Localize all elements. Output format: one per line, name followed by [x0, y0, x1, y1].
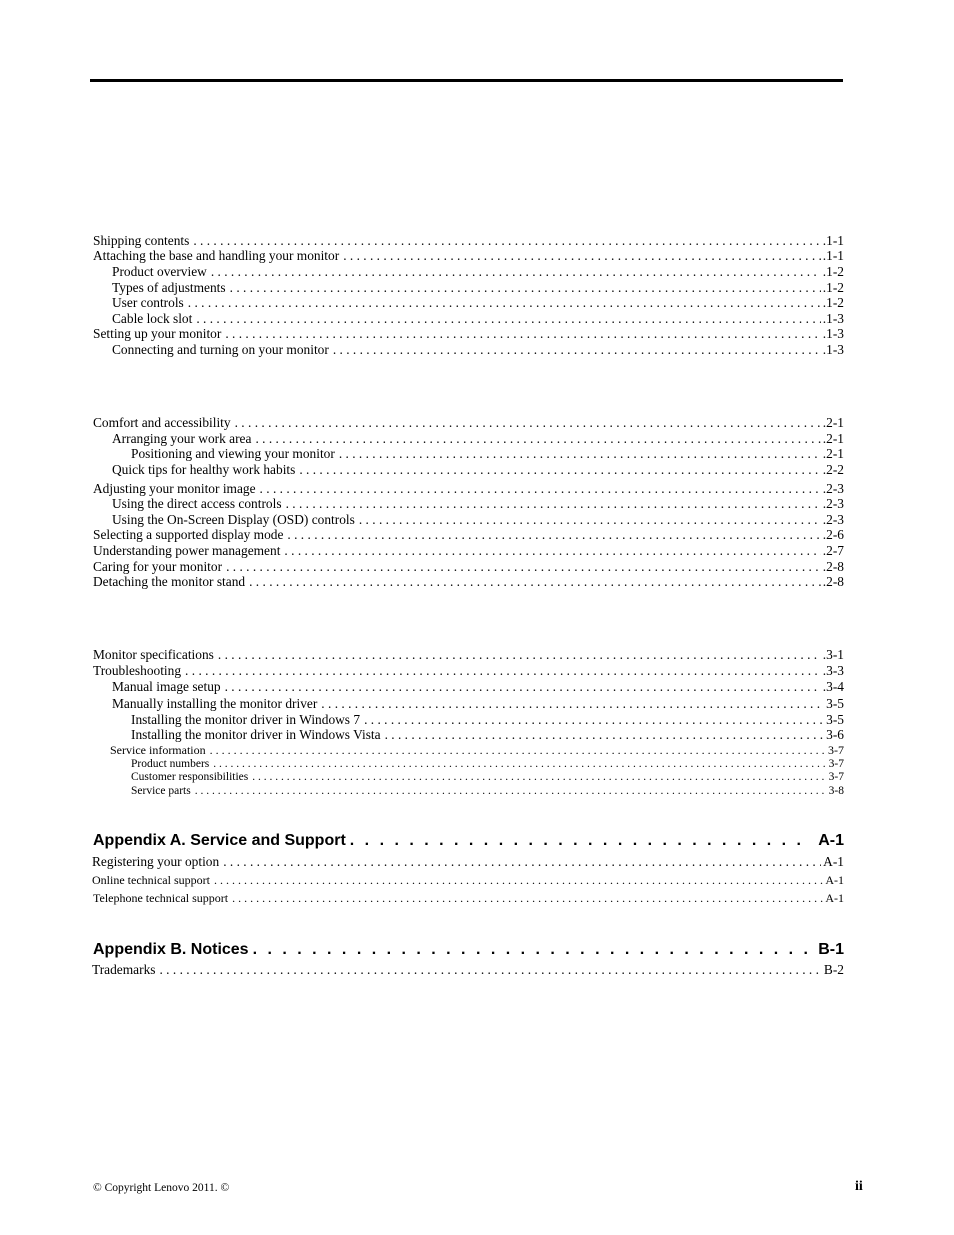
- toc-entry[interactable]: [112, 679, 844, 695]
- toc-entry-label: Using the On-Screen Display (OSD) controls: [112, 512, 355, 527]
- toc-entry-page: .2-3: [822, 496, 844, 511]
- toc-entry-page: .1-1: [822, 233, 844, 248]
- toc-entry[interactable]: [93, 663, 844, 679]
- dot-leader: [225, 679, 821, 695]
- toc-entry-label: Installing the monitor driver in Windows 7: [131, 712, 361, 727]
- dot-leader: [223, 854, 821, 870]
- toc-entry-page: .2-1: [822, 431, 844, 446]
- toc-entry[interactable]: [93, 233, 844, 249]
- dot-leader: [255, 431, 820, 447]
- dot-leader: [299, 462, 820, 478]
- toc-entry-page: .2-7: [822, 543, 844, 558]
- dot-leader: [195, 783, 827, 799]
- dot-leader: [284, 543, 820, 559]
- toc-entry[interactable]: [92, 872, 844, 888]
- toc-entry-label: Shipping contents: [93, 233, 190, 248]
- toc-entry-page: .1-3: [822, 342, 844, 357]
- toc-entry[interactable]: [131, 727, 844, 743]
- toc-entry-label: Monitor specifications: [93, 647, 214, 662]
- toc-entry-page: .2-8: [822, 574, 844, 589]
- dot-leader: [188, 295, 821, 311]
- toc-entry-page: .2-2: [822, 462, 844, 477]
- toc-entry-label: Quick tips for healthy work habits: [112, 462, 296, 477]
- toc-entry-label: Detaching the monitor stand: [93, 574, 246, 589]
- dot-leader: [211, 264, 821, 280]
- dot-leader: [159, 962, 821, 978]
- toc-entry[interactable]: [131, 783, 844, 799]
- toc-entry-label: Types of adjustments: [112, 280, 226, 295]
- toc-entry-label: Arranging your work area: [112, 431, 252, 446]
- toc-entry-label: Positioning and viewing your monitor: [131, 446, 335, 461]
- dot-leader: [253, 940, 809, 960]
- toc-entry[interactable]: [112, 431, 844, 447]
- toc-entry-page: .2-1: [822, 446, 844, 461]
- toc-entry[interactable]: [93, 326, 844, 342]
- toc-entry[interactable]: [112, 512, 844, 528]
- copyright-notice: © Copyright Lenovo 2011. ©: [93, 1182, 230, 1194]
- toc-entry-label: Appendix B. Notices: [93, 941, 249, 958]
- toc-entry[interactable]: [112, 295, 844, 311]
- toc-entry[interactable]: [112, 264, 844, 280]
- toc-entry-label: Online technical support: [92, 873, 210, 887]
- toc-entry[interactable]: [93, 890, 844, 906]
- toc-entry-page: 3-8: [828, 785, 844, 797]
- dot-leader: [235, 415, 821, 431]
- toc-entry[interactable]: [93, 527, 844, 543]
- toc-entry-label: Comfort and accessibility: [93, 415, 231, 430]
- toc-entry-label: Trademarks: [92, 962, 156, 977]
- toc-entry[interactable]: [112, 462, 844, 478]
- dot-leader: [214, 872, 823, 888]
- dot-leader: [249, 574, 821, 590]
- dot-leader: [286, 496, 821, 512]
- toc-entry-page: .3-1: [822, 647, 844, 662]
- dot-leader: [359, 512, 821, 528]
- toc-entry-label: Service parts: [131, 785, 191, 797]
- dot-leader: [193, 233, 820, 249]
- toc-entry-page: .3-4: [822, 679, 844, 694]
- dot-leader: [185, 663, 821, 679]
- toc-entry[interactable]: [112, 496, 844, 512]
- toc-entry-label: Troubleshooting: [93, 663, 182, 678]
- toc-entry-page: .2-8: [822, 559, 844, 574]
- toc-entry-label: Telephone technical support: [93, 891, 229, 905]
- toc-entry[interactable]: [93, 415, 844, 431]
- toc-entry-page: .1-3: [822, 311, 844, 326]
- toc-entry-page: .2-6: [822, 527, 844, 542]
- toc-entry-label: Installing the monitor driver in Windows Vista: [131, 727, 381, 742]
- toc-entry-label: Registering your option: [92, 854, 220, 869]
- toc-appendix-entry[interactable]: [93, 940, 844, 960]
- toc-entry-label: Customer responsibilities: [131, 771, 249, 783]
- toc-entry-page: 3-7: [828, 758, 844, 770]
- toc-entry-page: 3-5: [826, 712, 844, 727]
- toc-entry-label: Manual image setup: [112, 679, 221, 694]
- toc-entry-label: Understanding power management: [93, 543, 281, 558]
- toc-entry-page: A-1: [825, 891, 844, 905]
- toc-entry-label: Setting up your monitor: [93, 326, 222, 341]
- dot-leader: [343, 248, 821, 264]
- toc-entry-label: Appendix A. Service and Support: [93, 832, 346, 849]
- toc-entry[interactable]: [93, 543, 844, 559]
- toc-entry[interactable]: [93, 248, 844, 264]
- dot-leader: [260, 481, 821, 497]
- toc-entry[interactable]: [93, 559, 844, 575]
- toc-entry-page: B-2: [823, 962, 844, 977]
- dot-leader: [333, 342, 821, 358]
- toc-entry-label: Product numbers: [131, 758, 210, 770]
- toc-entry-label: Adjusting your monitor image: [93, 481, 256, 496]
- toc-entry[interactable]: [131, 446, 844, 462]
- toc-entry-page: .1-2: [822, 280, 844, 295]
- toc-entry-label: Selecting a supported display mode: [93, 527, 284, 542]
- toc-entry[interactable]: [92, 962, 844, 978]
- toc-entry-page: A-1: [823, 854, 844, 869]
- toc-entry-page: .2-3: [822, 512, 844, 527]
- toc-entry-page: A-1: [825, 873, 844, 887]
- toc-entry-page: .1-1: [822, 248, 844, 263]
- toc-entry-label: Product overview: [112, 264, 207, 279]
- toc-entry-page: .1-2: [822, 295, 844, 310]
- toc-entry-page: 3-7: [828, 771, 844, 783]
- header-rule: [90, 79, 843, 82]
- toc-entry-label: Attaching the base and handling your monitor: [93, 248, 340, 263]
- toc-entry-page: .1-2: [822, 264, 844, 279]
- toc-entry-label: Service information: [110, 743, 206, 757]
- toc-entry-label: Cable lock slot: [112, 311, 193, 326]
- toc-entry[interactable]: [93, 481, 844, 497]
- dot-leader: [350, 831, 808, 851]
- toc-entry-label: User controls: [112, 295, 184, 310]
- dot-leader: [230, 280, 821, 296]
- toc-entry[interactable]: [112, 280, 844, 296]
- toc-entry-page: 3-6: [826, 727, 844, 742]
- dot-leader: [385, 727, 825, 743]
- toc-entry[interactable]: [112, 696, 844, 712]
- dot-leader: [218, 647, 821, 663]
- dot-leader: [321, 696, 824, 712]
- toc-entry-page: .2-3: [822, 481, 844, 496]
- toc-entry[interactable]: [92, 854, 844, 870]
- dot-leader: [339, 446, 821, 462]
- toc-entry-label: Caring for your monitor: [93, 559, 223, 574]
- dot-leader: [196, 311, 820, 327]
- dot-leader: [226, 559, 821, 575]
- toc-entry-page: .3-3: [822, 663, 844, 678]
- page-number: ii: [855, 1179, 863, 1194]
- dot-leader: [287, 527, 820, 543]
- toc-entry[interactable]: [112, 342, 844, 358]
- toc-entry[interactable]: [93, 647, 844, 663]
- toc-entry-page: B-1: [818, 941, 844, 958]
- toc-entry-page: 3-5: [826, 696, 844, 711]
- dot-leader: [225, 326, 820, 342]
- toc-entry[interactable]: [131, 712, 844, 728]
- dot-leader: [364, 712, 824, 728]
- toc-appendix-entry[interactable]: [93, 831, 844, 851]
- toc-entry-label: Using the direct access controls: [112, 496, 282, 511]
- toc-entry-label: Manually installing the monitor driver: [112, 696, 318, 711]
- toc-entry-page: A-1: [818, 832, 844, 849]
- dot-leader: [232, 890, 823, 906]
- toc-entry-page: .1-3: [822, 326, 844, 341]
- toc-entry-page: .2-1: [822, 415, 844, 430]
- toc-entry-page: 3-7: [828, 743, 844, 757]
- toc-entry[interactable]: [112, 311, 844, 327]
- toc-entry[interactable]: [93, 574, 844, 590]
- toc-entry-label: Connecting and turning on your monitor: [112, 342, 329, 357]
